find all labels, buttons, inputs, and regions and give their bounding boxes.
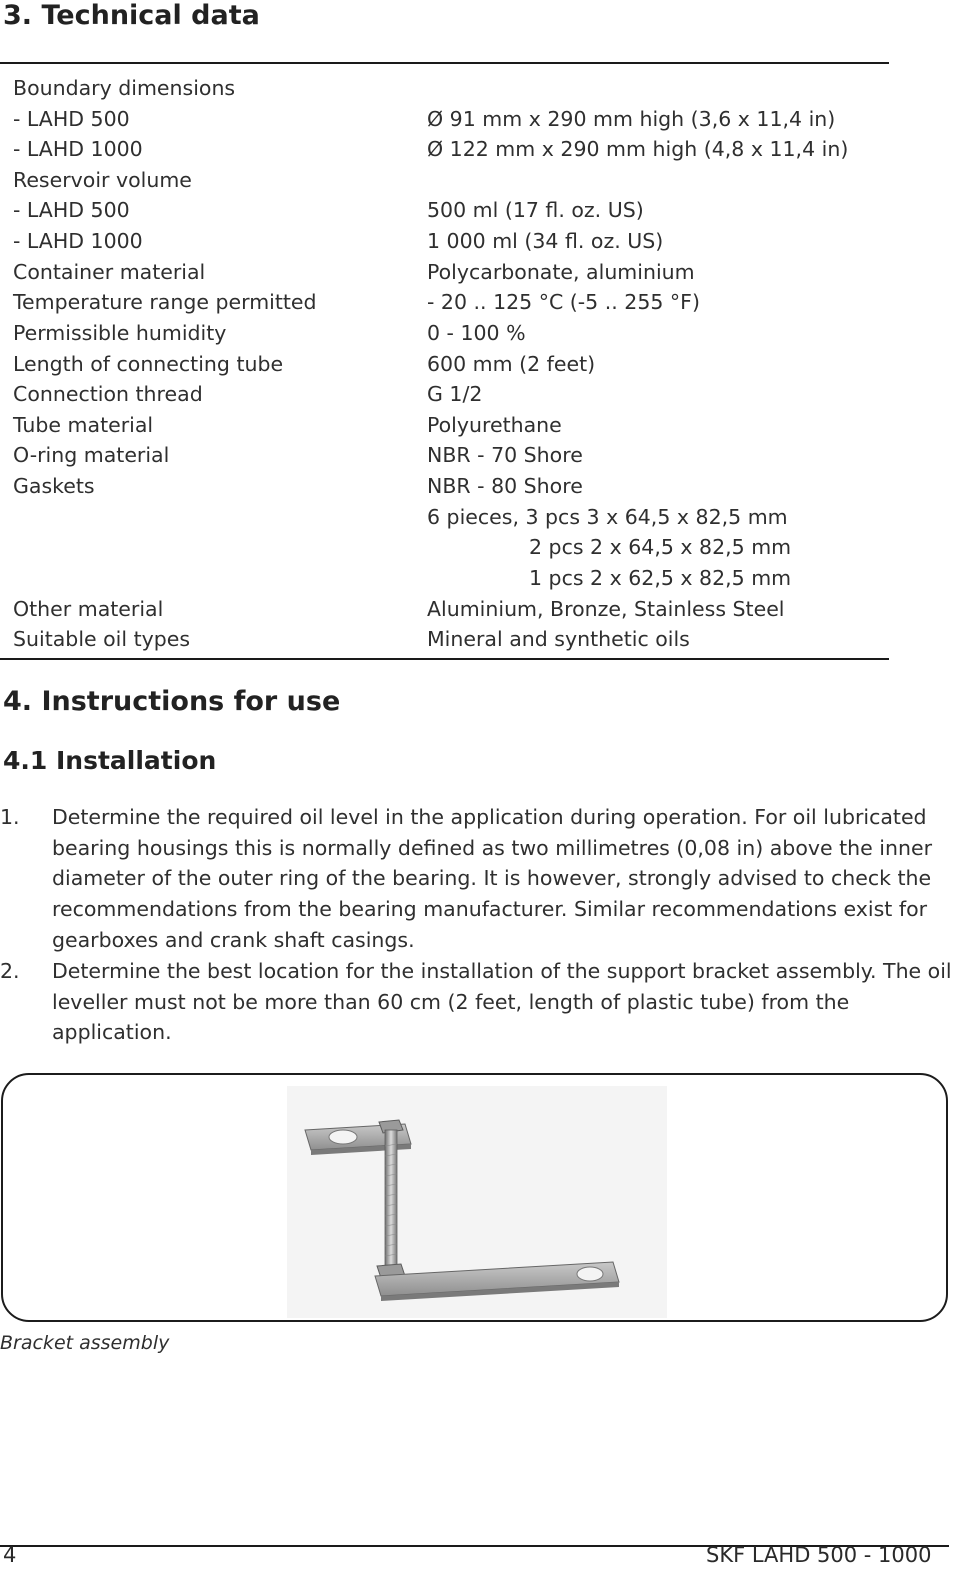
spec-label: Temperature range permitted: [13, 290, 317, 314]
spec-label: Reservoir volume: [13, 168, 192, 192]
table-bottom-rule: [0, 658, 889, 660]
page-number: 4: [3, 1543, 17, 1567]
section-3-title: 3. Technical data: [3, 0, 260, 31]
spec-label: - LAHD 1000: [13, 137, 143, 161]
spec-label: Boundary dimensions: [13, 76, 236, 100]
spec-value: NBR - 70 Shore: [427, 443, 583, 467]
spec-label: - LAHD 500: [13, 198, 130, 222]
spec-label: Length of connecting tube: [13, 352, 284, 376]
spec-label: - LAHD 500: [13, 107, 130, 131]
section-4-title: 4. Instructions for use: [3, 686, 341, 717]
spec-value: NBR - 80 Shore: [427, 474, 583, 498]
bracket-assembly-image: [287, 1086, 667, 1318]
spec-value: 2 pcs 2 x 64,5 x 82,5 mm: [529, 535, 792, 559]
spec-label: Connection thread: [13, 382, 203, 406]
spec-label: Suitable oil types: [13, 627, 191, 651]
spec-label: Permissible humidity: [13, 321, 227, 345]
spec-value: G 1/2: [427, 382, 483, 406]
document-title: SKF LAHD 500 - 1000: [706, 1543, 932, 1567]
step-text: Determine the required oil level in the application during operation. For oil lubricated bearing housings this is normally defined as two millimetres (0,08 in) above the inner diameter of the outer ring of the bearing. It is however, strongly advised to check the recommendations from the bearing manufacturer. Similar recommendations exist for gearboxes and crank shaft casings.: [52, 805, 932, 952]
step-number: 1.: [0, 805, 20, 829]
spec-label: - LAHD 1000: [13, 229, 143, 253]
spec-value: 6 pieces, 3 pcs 3 x 64,5 x 82,5 mm: [427, 505, 788, 529]
spec-label: Container material: [13, 260, 206, 284]
spec-value: 500 ml (17 fl. oz. US): [427, 198, 644, 222]
spec-label: O-ring material: [13, 443, 170, 467]
spec-value: 0 - 100 %: [427, 321, 526, 345]
spec-label: Tube material: [13, 413, 154, 437]
spec-label: Gaskets: [13, 474, 95, 498]
spec-value: 1 pcs 2 x 62,5 x 82,5 mm: [529, 566, 792, 590]
spec-label: Other material: [13, 597, 164, 621]
spec-value: Ø 91 mm x 290 mm high (3,6 x 11,4 in): [427, 107, 836, 131]
spec-value: Polycarbonate, aluminium: [427, 260, 695, 284]
figure-caption: Bracket assembly: [0, 1332, 170, 1354]
spec-value: Ø 122 mm x 290 mm high (4,8 x 11,4 in): [427, 137, 849, 161]
spec-value: 1 000 ml (34 fl. oz. US): [427, 229, 664, 253]
step-text: Determine the best location for the installation of the support bracket assembly. The oil leveller must not be more than 60 cm (2 feet, length of plastic tube) from the application.: [52, 959, 952, 1045]
spec-value: - 20 .. 125 °C (-5 .. 255 °F): [427, 290, 700, 314]
spec-value: Aluminium, Bronze, Stainless Steel: [427, 597, 785, 621]
spec-value: Polyurethane: [427, 413, 562, 437]
spec-value: 600 mm (2 feet): [427, 352, 596, 376]
subsection-title: 4.1 Installation: [3, 746, 217, 775]
spec-value: Mineral and synthetic oils: [427, 627, 690, 651]
step-number: 2.: [0, 959, 20, 983]
table-top-rule: [0, 62, 889, 64]
